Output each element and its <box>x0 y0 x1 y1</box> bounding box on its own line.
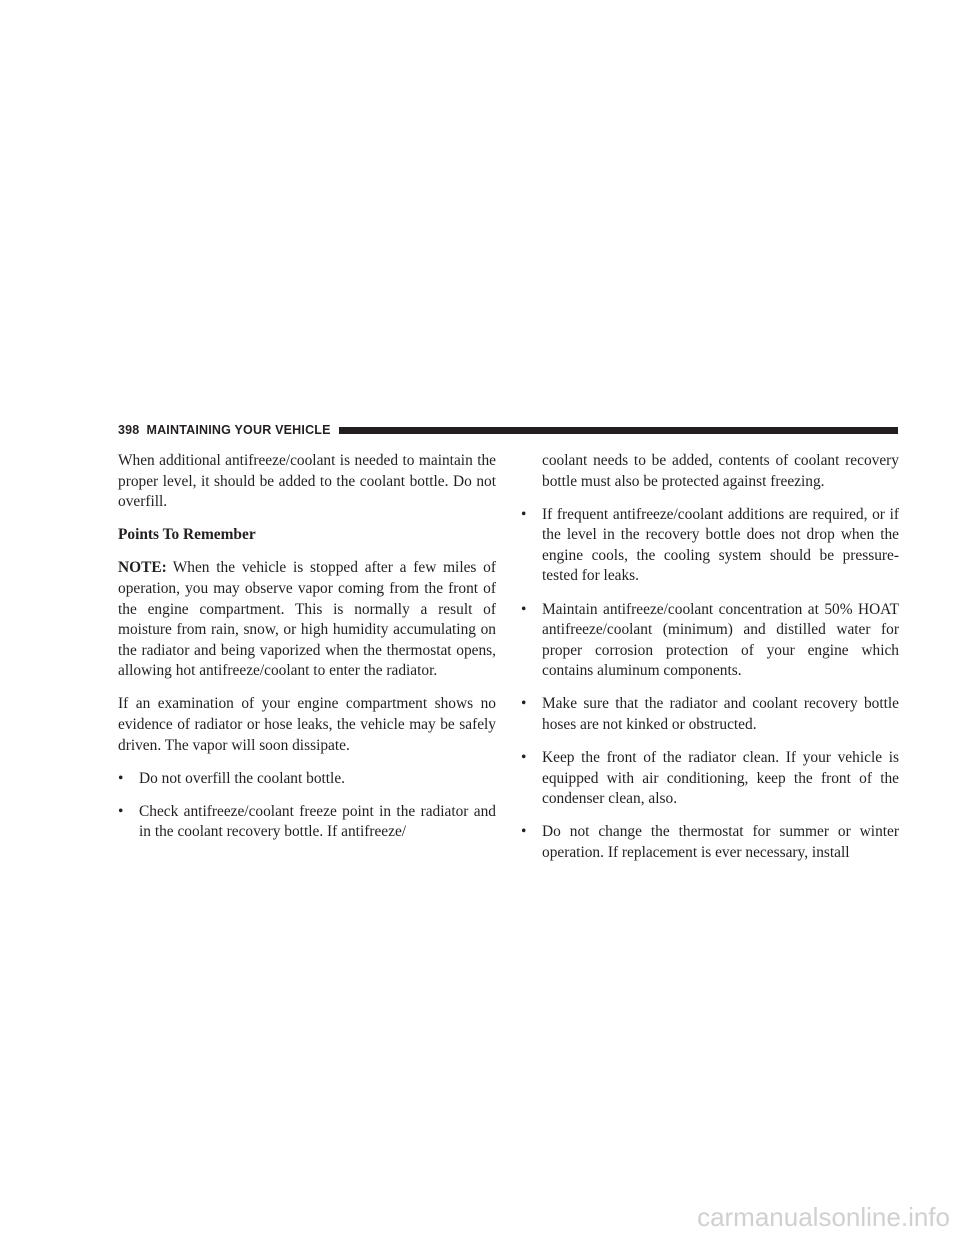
header-rule <box>339 427 898 434</box>
list-item-text: Make sure that the radiator and coolant recovery bottle hoses are not kinked or obstructed. <box>542 695 899 734</box>
note-paragraph <box>118 558 496 682</box>
bullet-icon: • <box>118 769 124 787</box>
section-title: MAINTAINING YOUR VEHICLE <box>146 423 331 437</box>
note-label: NOTE: <box>118 559 167 577</box>
note-text: When the vehicle is stopped after a few miles of operation, you may observe vapor coming from the front of the engine compartment. This is normally a result of moisture from rain, snow, or high humidity accumulating on the radiator and being vaporized when the thermostat opens, allowing hot antifreeze/coolant to enter the radiator. <box>118 559 496 680</box>
bullet-icon: • <box>521 749 527 767</box>
list-item <box>521 694 899 735</box>
list-item-text: Do not change the thermostat for summer or winter operation. If replacement is ever necessary, install <box>542 823 899 861</box>
bullet-icon: • <box>118 802 124 820</box>
watermark: carmanualsonline.info <box>697 1202 950 1232</box>
left-column <box>118 451 496 856</box>
list-item <box>118 802 496 843</box>
page-header <box>118 421 898 439</box>
bullet-icon: • <box>521 695 527 713</box>
section-heading: Points To Remember <box>118 526 256 544</box>
list-item <box>521 505 899 587</box>
list-item-text: Do not overfill the coolant bottle. <box>139 769 346 787</box>
bullet-icon: • <box>521 505 527 523</box>
list-item-text: Check antifreeze/coolant freeze point in the radiator and in the coolant recovery bottle. If antifreeze/ <box>139 802 496 841</box>
list-item <box>118 769 496 790</box>
list-item <box>521 748 899 810</box>
list-item <box>521 600 899 682</box>
list-item-text: Maintain antifreeze/coolant concentration at 50% HOAT antifreeze/coolant (minimum) and distilled water for proper corrosion protection of your engine which contains aluminum components. <box>542 600 899 680</box>
list-item-text: Keep the front of the radiator clean. If your vehicle is equipped with air conditioning, keep the front of the condenser clean, also. <box>542 749 899 808</box>
list-item-text: If frequent antifreeze/coolant additions are required, or if the level in the recovery bottle does not drop when the engine cools, the cooling system should be pressure-tested for leaks. <box>542 505 899 585</box>
bullet-icon: • <box>521 600 527 618</box>
list-item <box>521 822 899 863</box>
intro-paragraph: When additional antifreeze/coolant is needed to maintain the proper level, it should be added to the coolant bottle. Do not overfill. <box>118 452 496 511</box>
continued-text: coolant needs to be added, contents of coolant recovery bottle must also be protected against freezing. <box>542 452 899 490</box>
right-column <box>521 451 899 876</box>
page-number: 398 <box>118 423 140 437</box>
vapor-paragraph: If an examination of your engine compartment shows no evidence of radiator or hose leaks, the vehicle may be safely driven. The vapor will soon dissipate. <box>118 695 496 754</box>
bullet-icon: • <box>521 823 527 841</box>
